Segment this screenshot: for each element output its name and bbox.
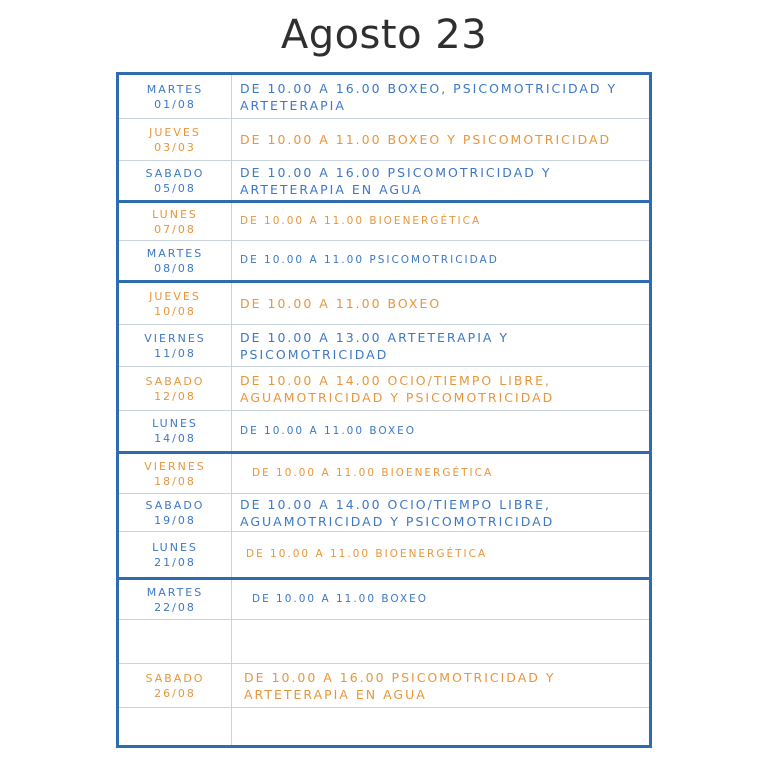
table-row [119,366,649,410]
table-row [119,324,649,366]
day-cell [119,580,232,619]
day-cell [119,532,232,577]
day-date: 08/08 [154,261,196,275]
day-cell [119,325,232,366]
activity-text: DE 10.00 A 11.00 PSICOMOTRICIDAD [240,254,499,266]
activity-text: DE 10.00 A 14.00 OCIO/TIEMPO LIBRE, AGUAMOTRICIDAD Y PSICOMOTRICIDAD [240,372,555,405]
table-row [119,577,649,619]
activity-text [232,620,649,663]
day-name: VIERNES [144,459,206,473]
activity-text: DE 10.00 A 11.00 BOXEO [240,296,442,311]
day-cell [119,75,232,118]
day-cell [119,283,232,324]
day-cell [119,494,232,531]
activity-text: DE 10.00 A 11.00 BIOENERGÉTICA [240,215,482,227]
activity-text: DE 10.00 A 11.00 BOXEO Y PSICOMOTRICIDAD [240,132,612,147]
day-date: 11/08 [154,346,196,360]
table-row [119,280,649,324]
day-name: SABADO [145,374,205,388]
table-row [119,493,649,531]
table-row [119,75,649,118]
day-cell [119,454,232,493]
activity-text: DE 10.00 A 13.00 ARTETERAPIA Y PSICOMOTRICIDAD [240,329,510,362]
day-cell [119,708,232,745]
activity-text: DE 10.00 A 16.00 PSICOMOTRICIDAD Y ARTETERAPIA EN AGUA [244,669,556,702]
day-name: SABADO [145,498,205,512]
day-name: MARTES [146,246,204,260]
day-name: MARTES [146,82,204,96]
day-date: 18/08 [154,474,196,488]
activity-text: DE 10.00 A 14.00 OCIO/TIEMPO LIBRE, AGUAMOTRICIDAD Y PSICOMOTRICIDAD [240,496,555,529]
day-date: 19/08 [154,513,196,527]
day-date: 12/08 [154,389,196,403]
day-name: SABADO [145,671,205,685]
day-cell [119,241,232,280]
day-cell [119,119,232,160]
activity-text: DE 10.00 A 11.00 BOXEO [252,593,429,605]
day-cell [119,203,232,240]
table-row [119,200,649,240]
activity-text: DE 10.00 A 11.00 BIOENERGÉTICA [252,467,494,479]
day-cell [119,161,232,200]
day-name: SABADO [145,166,205,180]
day-cell [119,620,232,663]
activity-text: DE 10.00 A 11.00 BOXEO [240,424,417,437]
day-date: 03/03 [154,140,196,154]
day-date: 01/08 [154,97,196,111]
table-row [119,240,649,280]
activity-text: DE 10.00 A 16.00 PSICOMOTRICIDAD Y ARTETERAPIA EN AGUA [240,164,552,197]
day-name: JUEVES [149,289,201,303]
day-date: 07/08 [154,222,196,236]
day-cell [119,367,232,410]
table-row [119,160,649,200]
activity-text: DE 10.00 A 11.00 BIOENERGÉTICA [246,548,488,560]
day-name: MARTES [146,585,204,599]
day-name: LUNES [152,540,198,554]
day-name: LUNES [152,417,198,430]
day-date: 26/08 [154,686,196,700]
table-row [119,619,649,663]
day-cell [119,411,232,451]
day-date: 10/08 [154,304,196,318]
day-date: 14/08 [154,432,196,445]
day-date: 05/08 [154,181,196,195]
table-row [119,707,649,745]
table-row [119,451,649,493]
day-date: 22/08 [154,600,196,614]
day-date: 21/08 [154,555,196,569]
activity-text: DE 10.00 A 16.00 BOXEO, PSICOMOTRICIDAD Y ARTETERAPIA [240,80,618,113]
page-title: Agosto 23 [280,12,488,58]
day-cell [119,664,232,707]
schedule-table [116,72,652,748]
table-row [119,410,649,451]
day-name: JUEVES [149,125,201,139]
table-row [119,663,649,707]
day-name: VIERNES [144,331,206,345]
table-row [119,531,649,577]
day-name: LUNES [152,207,198,221]
activity-text [232,708,649,745]
table-row [119,118,649,160]
